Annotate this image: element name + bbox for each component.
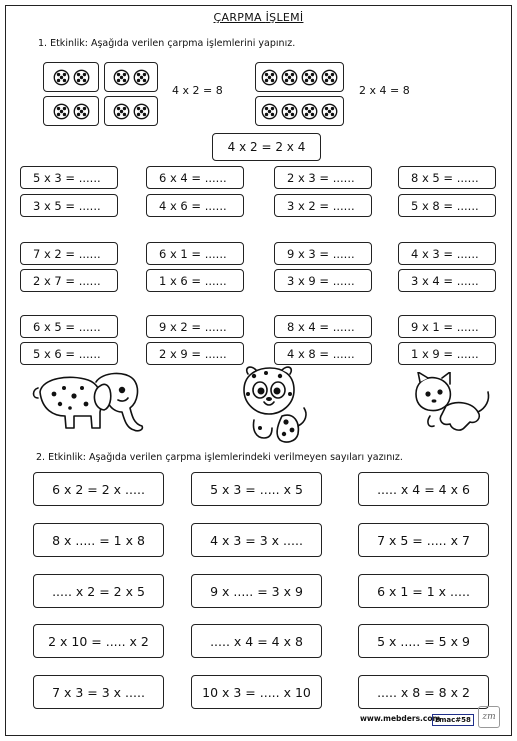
dice-group xyxy=(104,62,158,92)
dice-group xyxy=(43,62,99,92)
missing-number-box[interactable]: ..... x 4 = 4 x 8 xyxy=(191,624,322,658)
missing-number-box[interactable]: ..... x 8 = 8 x 2 xyxy=(358,675,489,709)
multiplication-answer-box[interactable]: 4 x 8 = ...... xyxy=(274,342,372,365)
multiplication-answer-box[interactable]: 1 x 9 = ...... xyxy=(398,342,496,365)
multiplication-answer-box[interactable]: 5 x 8 = ...... xyxy=(398,194,496,217)
dice-icon xyxy=(281,69,298,86)
missing-number-box[interactable]: 4 x 3 = 3 x ..... xyxy=(191,523,322,557)
example-left-equation: 4 x 2 = 8 xyxy=(172,84,223,97)
missing-number-box[interactable]: 7 x 3 = 3 x ..... xyxy=(33,675,164,709)
missing-number-box[interactable]: 5 x ..... = 5 x 9 xyxy=(358,624,489,658)
dice-icon xyxy=(133,103,150,120)
dice-group xyxy=(255,62,344,92)
multiplication-answer-box[interactable]: 5 x 6 = ...... xyxy=(20,342,118,365)
missing-number-box[interactable]: ..... x 2 = 2 x 5 xyxy=(33,574,164,608)
signature-logo: zm xyxy=(478,706,500,728)
multiplication-answer-box[interactable]: 8 x 4 = ...... xyxy=(274,315,372,338)
missing-number-box[interactable]: 5 x 3 = ..... x 5 xyxy=(191,472,322,506)
activity2-instruction: 2. Etkinlik: Aşağıda verilen çarpma işlemlerindeki verilmeyen sayıları yazınız. xyxy=(36,452,403,463)
multiplication-answer-box[interactable]: 5 x 3 = ...... xyxy=(20,166,118,189)
missing-number-box[interactable]: 6 x 1 = 1 x ..... xyxy=(358,574,489,608)
multiplication-answer-box[interactable]: 9 x 3 = ...... xyxy=(274,242,372,265)
dice-icon xyxy=(281,103,298,120)
multiplication-answer-box[interactable]: 3 x 4 = ...... xyxy=(398,269,496,292)
dice-icon xyxy=(113,103,130,120)
dice-icon xyxy=(321,69,338,86)
dice-icon xyxy=(321,103,338,120)
elephant-illustration xyxy=(30,368,148,440)
dice-icon xyxy=(113,69,130,86)
example-right-equation: 2 x 4 = 8 xyxy=(359,84,410,97)
multiplication-answer-box[interactable]: 2 x 7 = ...... xyxy=(20,269,118,292)
multiplication-answer-box[interactable]: 2 x 9 = ...... xyxy=(146,342,244,365)
multiplication-answer-box[interactable]: 3 x 9 = ...... xyxy=(274,269,372,292)
multiplication-answer-box[interactable]: 4 x 3 = ...... xyxy=(398,242,496,265)
leopard-cub-illustration xyxy=(236,364,312,446)
multiplication-answer-box[interactable]: 9 x 2 = ...... xyxy=(146,315,244,338)
multiplication-answer-box[interactable]: 6 x 4 = ...... xyxy=(146,166,244,189)
multiplication-answer-box[interactable]: 1 x 6 = ...... xyxy=(146,269,244,292)
title-underlined: İŞLEMİ xyxy=(265,11,304,24)
missing-number-box[interactable]: 10 x 3 = ..... x 10 xyxy=(191,675,322,709)
missing-number-box[interactable]: 7 x 5 = ..... x 7 xyxy=(358,523,489,557)
multiplication-answer-box[interactable]: 9 x 1 = ...... xyxy=(398,315,496,338)
missing-number-box[interactable]: 9 x ..... = 3 x 9 xyxy=(191,574,322,608)
multiplication-answer-box[interactable]: 8 x 5 = ...... xyxy=(398,166,496,189)
multiplication-answer-box[interactable]: 6 x 1 = ...... xyxy=(146,242,244,265)
multiplication-answer-box[interactable]: 3 x 2 = ...... xyxy=(274,194,372,217)
dice-icon xyxy=(133,69,150,86)
dice-icon xyxy=(73,69,90,86)
missing-number-box[interactable]: 8 x ..... = 1 x 8 xyxy=(33,523,164,557)
dice-icon xyxy=(73,103,90,120)
kitten-illustration xyxy=(412,372,494,438)
dice-icon xyxy=(261,69,278,86)
footer-site-link[interactable]: www.mebders.com xyxy=(360,714,441,723)
dice-group xyxy=(104,96,158,126)
dice-icon xyxy=(53,69,70,86)
multiplication-answer-box[interactable]: 4 x 6 = ...... xyxy=(146,194,244,217)
missing-number-box[interactable]: 6 x 2 = 2 x ..... xyxy=(33,472,164,506)
dice-icon xyxy=(301,69,318,86)
multiplication-answer-box[interactable]: 6 x 5 = ...... xyxy=(20,315,118,338)
missing-number-box[interactable]: 2 x 10 = ..... x 2 xyxy=(33,624,164,658)
page-title: ÇARPMA İŞLEMİ xyxy=(213,11,304,24)
dice-group xyxy=(43,96,99,126)
footer-badge: zmac#58 xyxy=(432,714,474,726)
missing-number-box[interactable]: ..... x 4 = 4 x 6 xyxy=(358,472,489,506)
dice-group xyxy=(255,96,344,126)
dice-icon xyxy=(301,103,318,120)
multiplication-answer-box[interactable]: 7 x 2 = ...... xyxy=(20,242,118,265)
commutative-example-box: 4 x 2 = 2 x 4 xyxy=(212,133,321,161)
multiplication-answer-box[interactable]: 2 x 3 = ...... xyxy=(274,166,372,189)
activity1-instruction: 1. Etkinlik: Aşağıda verilen çarpma işlemlerini yapınız. xyxy=(38,38,296,49)
dice-icon xyxy=(261,103,278,120)
dice-icon xyxy=(53,103,70,120)
multiplication-answer-box[interactable]: 3 x 5 = ...... xyxy=(20,194,118,217)
